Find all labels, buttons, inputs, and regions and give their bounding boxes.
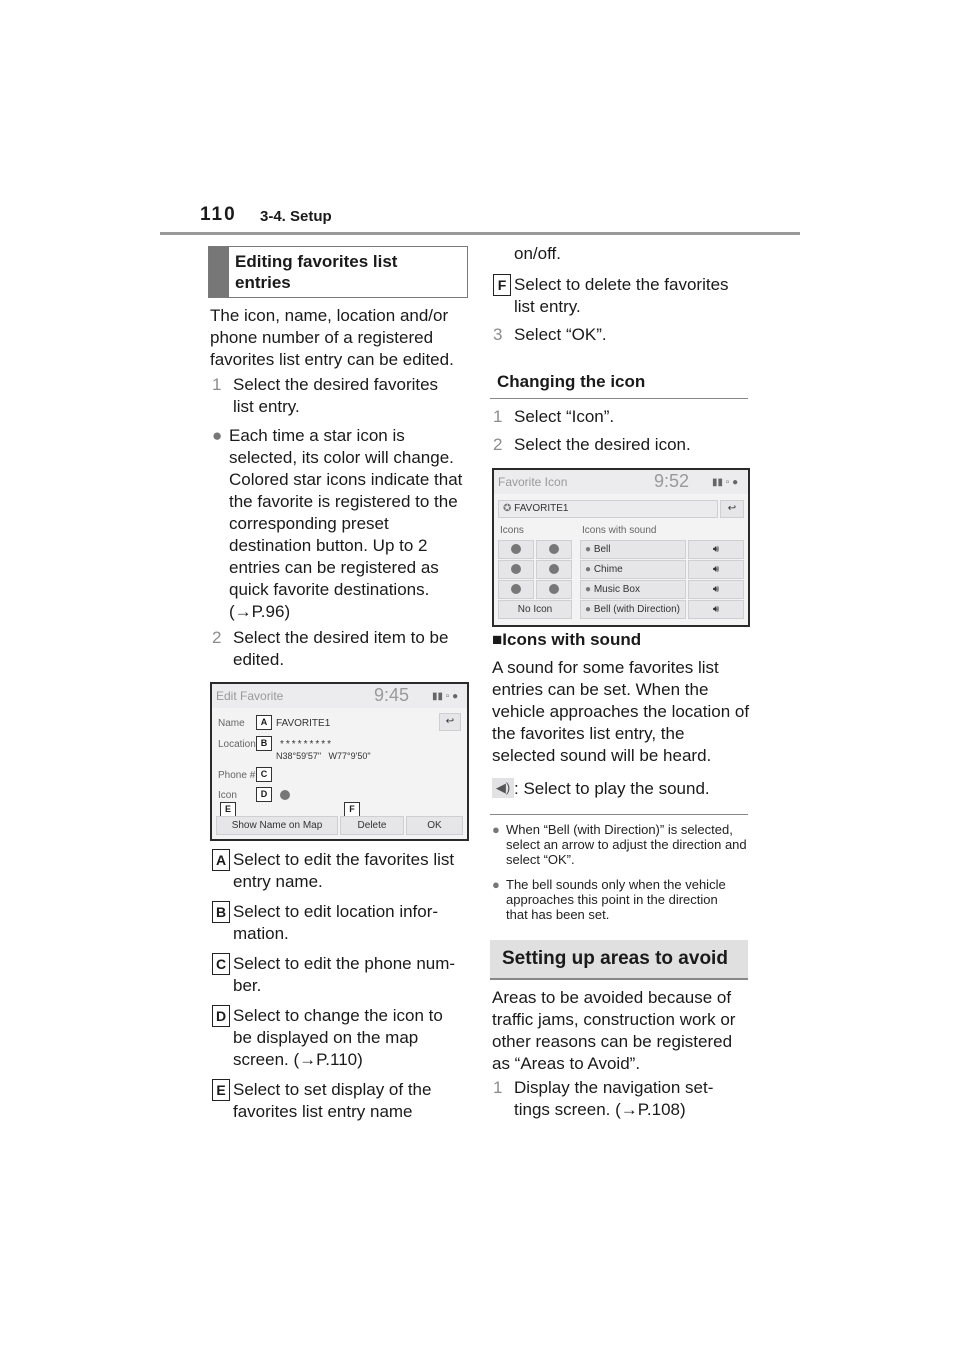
favorite-name-bar bbox=[498, 500, 718, 518]
play-sound-button[interactable]: 🔊︎ bbox=[688, 580, 744, 599]
callout-c: C bbox=[256, 767, 272, 782]
sound-option[interactable] bbox=[580, 540, 686, 559]
header-rule bbox=[160, 232, 800, 235]
heading-underline bbox=[490, 398, 748, 399]
heading-text: Editing favorites list entries bbox=[235, 252, 398, 292]
chime-icon: ● bbox=[585, 564, 592, 575]
icons-with-sound-label: Icons with sound bbox=[582, 525, 657, 536]
exclamation-icon bbox=[549, 544, 559, 554]
bell-direction-icon: ● bbox=[585, 604, 592, 615]
circle-icon bbox=[511, 544, 521, 554]
item-letter: A bbox=[212, 849, 230, 871]
screen-time: 9:52 bbox=[654, 471, 690, 491]
step-text: Select the desired icon. bbox=[514, 435, 691, 454]
back-button[interactable]: ↩ bbox=[439, 713, 461, 731]
item-text: Select to edit the favorites list entry name. bbox=[233, 850, 455, 891]
favorite-name: FAVORITE1 bbox=[514, 503, 569, 514]
step-number: 3 bbox=[493, 325, 503, 344]
screen-title: Edit Favorite bbox=[216, 689, 284, 703]
callout-a: A bbox=[256, 715, 272, 730]
music-box-icon: ● bbox=[585, 584, 592, 595]
avoid-paragraph: Areas to be avoided because of traffic jams, construction work or other reasons can be registered as “Areas to Avoid”. bbox=[492, 988, 736, 1073]
step-text: Select the desired favorites list entry. bbox=[233, 375, 439, 416]
icon-option[interactable] bbox=[498, 580, 534, 599]
icon-option[interactable] bbox=[536, 560, 572, 579]
ok-button[interactable]: OK bbox=[406, 816, 463, 835]
notes-divider bbox=[490, 814, 748, 815]
areas-to-avoid-heading: Setting up areas to avoid bbox=[502, 948, 728, 969]
play-sound-button[interactable]: 🔊︎ bbox=[688, 540, 744, 559]
location-label: Location bbox=[218, 739, 256, 750]
icon-label: Icon bbox=[218, 790, 237, 801]
callout-d: D bbox=[256, 787, 272, 802]
editing-favorites-heading bbox=[208, 246, 468, 298]
callout-f: F bbox=[344, 802, 360, 817]
step-text: Select “Icon”. bbox=[514, 407, 615, 426]
screen-time: 9:45 bbox=[374, 685, 410, 705]
house-icon bbox=[549, 584, 559, 594]
sound-option[interactable] bbox=[580, 580, 686, 599]
changing-icon-heading: Changing the icon bbox=[497, 372, 646, 391]
page-number: 110 bbox=[200, 204, 237, 225]
home-icon bbox=[511, 584, 521, 594]
screen-title: Favorite Icon bbox=[498, 475, 568, 489]
phone-label: Phone # bbox=[218, 770, 256, 781]
name-label: Name bbox=[218, 718, 245, 729]
show-name-on-map-button[interactable]: Show Name on Map bbox=[216, 816, 338, 835]
item-letter: D bbox=[212, 1005, 230, 1027]
back-button[interactable]: ↩ bbox=[720, 500, 744, 518]
coordinates: N38°59'57" W77°9'50" bbox=[276, 751, 371, 761]
areas-to-avoid-heading-box bbox=[490, 940, 748, 980]
continued-text: on/off. bbox=[514, 244, 561, 263]
sound-paragraph: A sound for some favorites list entries can be set. When the vehicle approaches the location of the favorites list entry, the selected sound will be heard. bbox=[492, 658, 750, 765]
flag-icon bbox=[511, 564, 521, 574]
note-bullet-icon: ● bbox=[492, 877, 500, 892]
sound-label: Bell bbox=[593, 544, 611, 555]
status-icons: ▮▮ ▫ ● bbox=[712, 477, 739, 488]
bullet-icon: ● bbox=[212, 426, 223, 445]
bullet-text: Each time a star icon is selected, its color will change. Colored star icons indicate that the favorite is registered to the corresponding preset destination button. Up to 2 entries can be registered as quick favorite destinations. (→P.96) bbox=[229, 426, 463, 621]
section-title: 3-4. Setup bbox=[260, 208, 332, 225]
icon-option[interactable] bbox=[498, 560, 534, 579]
icons-with-sound-heading: ■Icons with sound bbox=[492, 630, 642, 649]
icon-option[interactable] bbox=[498, 540, 534, 559]
favorite-icon-screenshot bbox=[492, 468, 750, 627]
heart-icon bbox=[549, 564, 559, 574]
play-sound-button[interactable]: 🔊︎ bbox=[688, 600, 744, 619]
note-text: The bell sounds only when the vehicle approaches this point in the direction that has been set. bbox=[506, 877, 726, 922]
step-text: Select the desired item to be edited. bbox=[233, 628, 449, 669]
item-letter: E bbox=[212, 1079, 230, 1101]
note-text: When “Bell (with Direction)” is selected, select an arrow to adjust the direction and select “OK”. bbox=[506, 822, 747, 867]
icon-option[interactable] bbox=[536, 540, 572, 559]
sound-label: Music Box bbox=[593, 584, 640, 595]
item-text: Select to edit the phone num-ber. bbox=[233, 954, 456, 995]
step-number: 2 bbox=[212, 628, 222, 647]
item-text: Select to change the icon to be displayed on the map screen. (→P.110) bbox=[233, 1006, 443, 1069]
location-dots: ********* bbox=[280, 739, 334, 750]
intro-paragraph: The icon, name, location and/or phone number of a registered favorites list entry can be edited. bbox=[210, 306, 454, 369]
sound-option[interactable] bbox=[580, 560, 686, 579]
note-bullet-icon: ● bbox=[492, 822, 500, 837]
step-number: 2 bbox=[493, 435, 503, 454]
item-letter: F bbox=[493, 274, 511, 296]
callout-e: E bbox=[220, 802, 236, 817]
sound-label: Chime bbox=[593, 564, 623, 575]
item-text: Select to set display of the favorites list entry name bbox=[233, 1080, 432, 1121]
bell-icon: ● bbox=[585, 544, 592, 555]
play-sound-text: : Select to play the sound. bbox=[514, 779, 710, 798]
step-text: Display the navigation set-tings screen. (→P.108) bbox=[514, 1078, 714, 1119]
item-text: Select to delete the favorites list entry. bbox=[514, 275, 729, 316]
star-icon: ✪ bbox=[503, 503, 512, 514]
heading-bar bbox=[209, 247, 229, 297]
callout-b: B bbox=[256, 736, 272, 751]
name-value: FAVORITE1 bbox=[276, 718, 331, 729]
step-number: 1 bbox=[493, 407, 503, 426]
icons-label: Icons bbox=[500, 525, 524, 536]
current-icon bbox=[280, 790, 290, 800]
item-letter: B bbox=[212, 901, 230, 923]
sound-label: Bell (with Direction) bbox=[593, 604, 680, 615]
sound-option[interactable] bbox=[580, 600, 686, 619]
edit-favorite-screenshot bbox=[210, 682, 469, 841]
delete-button[interactable]: Delete bbox=[340, 816, 404, 835]
status-icons: ▮▮ ▫ ● bbox=[432, 691, 459, 702]
step-text: Select “OK”. bbox=[514, 325, 607, 344]
play-sound-button[interactable]: 🔊︎ bbox=[688, 560, 744, 579]
no-icon-button[interactable]: No Icon bbox=[498, 600, 572, 619]
icon-option[interactable] bbox=[536, 580, 572, 599]
step-number: 1 bbox=[212, 375, 222, 394]
item-text: Select to edit location infor-mation. bbox=[233, 902, 439, 943]
item-letter: C bbox=[212, 953, 230, 975]
step-number: 1 bbox=[493, 1078, 503, 1097]
speaker-icon: ◀) bbox=[492, 778, 514, 798]
